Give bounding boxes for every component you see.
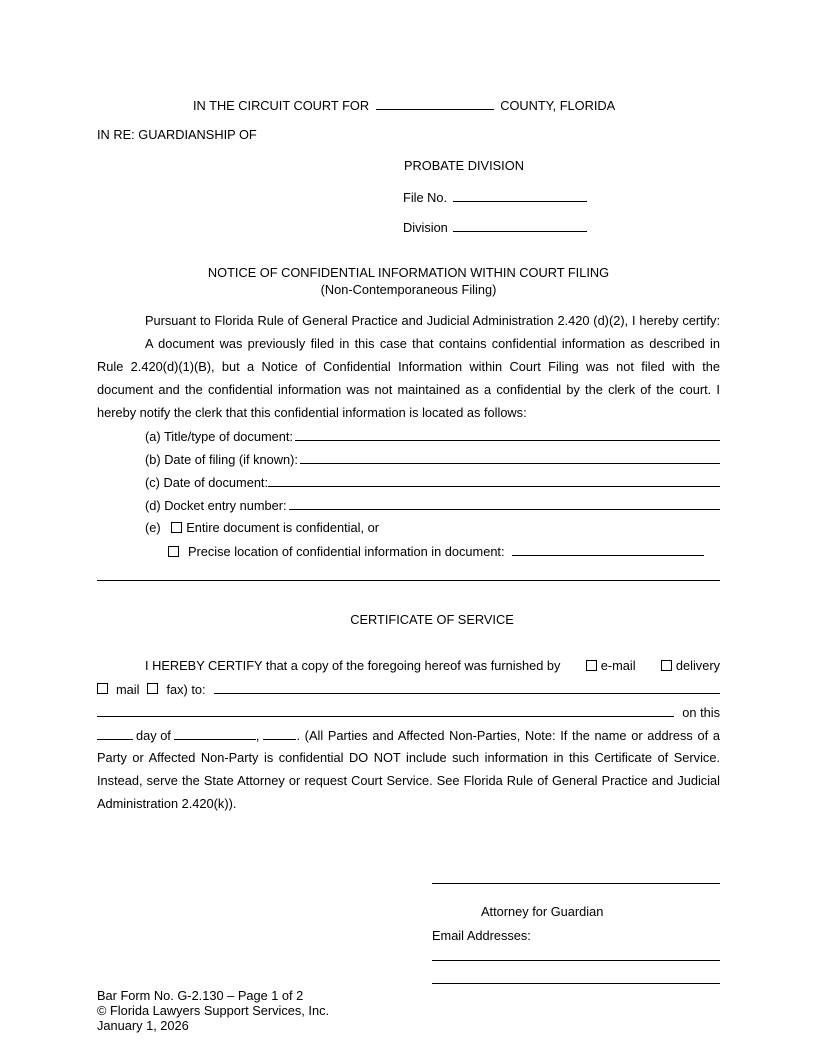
county-blank[interactable] (376, 97, 494, 110)
footer-date: January 1, 2026 (97, 1018, 189, 1033)
footer-copyright: © Florida Lawyers Support Services, Inc. (97, 1003, 330, 1018)
entire-document-checkbox[interactable] (171, 522, 182, 533)
in-re-line: IN RE: GUARDIANSHIP OF (97, 127, 257, 142)
item-a-label: (a) Title/type of document: (145, 429, 293, 444)
day-blank[interactable] (97, 727, 133, 740)
on-this-label: on this (682, 705, 720, 720)
certify-line: Pursuant to Florida Rule of General Practice and Judicial Administration 2.420 (d)(2), I hereby certify: (145, 313, 720, 328)
certificate-title: CERTIFICATE OF SERVICE (350, 612, 514, 627)
item-a-blank[interactable] (295, 428, 720, 441)
mail-checkbox[interactable] (97, 683, 108, 694)
item-a (145, 428, 720, 445)
item-b (145, 451, 720, 468)
court-suffix: COUNTY, FLORIDA (500, 98, 616, 113)
item-e-label: (e) (145, 520, 161, 535)
notice-subtitle: (Non-Contemporaneous Filing) (320, 282, 497, 297)
precise-location-continuation-line[interactable] (97, 580, 720, 581)
precise-location-checkbox[interactable] (168, 546, 179, 557)
item-d (145, 497, 720, 514)
file-no-line (403, 189, 587, 206)
division-blank[interactable] (453, 219, 587, 232)
division-line (403, 219, 587, 236)
email-option-label: e-mail (600, 658, 636, 673)
notice-title: NOTICE OF CONFIDENTIAL INFORMATION WITHIN COURT FILING (207, 265, 610, 280)
item-b-blank[interactable] (300, 451, 720, 464)
court-caption (193, 97, 615, 114)
day-of-label: day of (136, 728, 171, 743)
court-prefix: IN THE CIRCUIT COURT FOR (193, 98, 370, 113)
email-address-line-2[interactable] (432, 983, 720, 984)
served-to-blank[interactable] (214, 681, 720, 694)
footer-form-no: Bar Form No. G-2.130 – Page 1 of 2 (97, 988, 304, 1003)
division-title: PROBATE DIVISION (404, 158, 524, 173)
item-c-label: (c) Date of document: (145, 475, 269, 490)
fax-option-label: fax) to: (166, 682, 206, 697)
paragraph-body: Rule 2.420(d)(1)(B), but a Notice of Confidential Information within Court Filing was not filed with the document and the confidential information was not maintained as a confidential by the clerk of the court. I hereby notify the clerk that this confidential information is located as follows: (97, 359, 720, 420)
item-e-option2 (168, 543, 704, 560)
precise-location-label: Precise location of confidential information in document: (188, 544, 505, 559)
month-blank[interactable] (174, 727, 256, 740)
delivery-checkbox[interactable] (661, 660, 672, 671)
signature-line[interactable] (432, 883, 720, 884)
delivery-option-label: delivery (675, 658, 720, 673)
entire-document-label: Entire document is confidential, or (186, 520, 379, 535)
fax-checkbox[interactable] (147, 683, 158, 694)
item-c-blank[interactable] (268, 474, 720, 487)
item-b-label: (b) Date of filing (if known): (145, 452, 298, 467)
service-method-line (97, 681, 720, 698)
served-to-blank-2[interactable] (97, 704, 674, 717)
email-checkbox[interactable] (586, 660, 597, 671)
year-blank[interactable] (263, 727, 296, 740)
certify-service-line (145, 658, 720, 674)
note-body: Party or Affected Non-Party is confidential DO NOT include such information in this Certificate of Service. Instead, serve the State Attorney or request Court Service. See Florida Rule of General Practice and Judicial Administration 2.420(k)). (97, 750, 720, 811)
note-first-line: . (All Parties and Affected Non-Parties, Note: If the name or address of a (296, 728, 720, 743)
email-addresses-label: Email Addresses: (432, 928, 531, 943)
item-e (145, 520, 379, 536)
mail-option-label: mail (116, 682, 140, 697)
file-no-label: File No. (403, 190, 448, 205)
file-no-blank[interactable] (453, 189, 587, 202)
precise-location-blank[interactable] (512, 543, 704, 556)
item-d-blank[interactable] (289, 497, 720, 510)
day-of-line: day of , . (All Parties and Affected Non-Parties, Note: If the name or address of a (97, 727, 720, 744)
certify-service-text: I HEREBY CERTIFY that a copy of the foregoing hereof was furnished by (145, 658, 561, 673)
attorney-label: Attorney for Guardian (481, 904, 604, 919)
division-label: Division (403, 220, 448, 235)
email-address-line-1[interactable] (432, 960, 720, 961)
paragraph-first-line: A document was previously filed in this case that contains confidential information as described in (145, 336, 720, 351)
served-to-continuation (97, 704, 720, 721)
item-d-label: (d) Docket entry number: (145, 498, 287, 513)
item-c (145, 474, 720, 491)
